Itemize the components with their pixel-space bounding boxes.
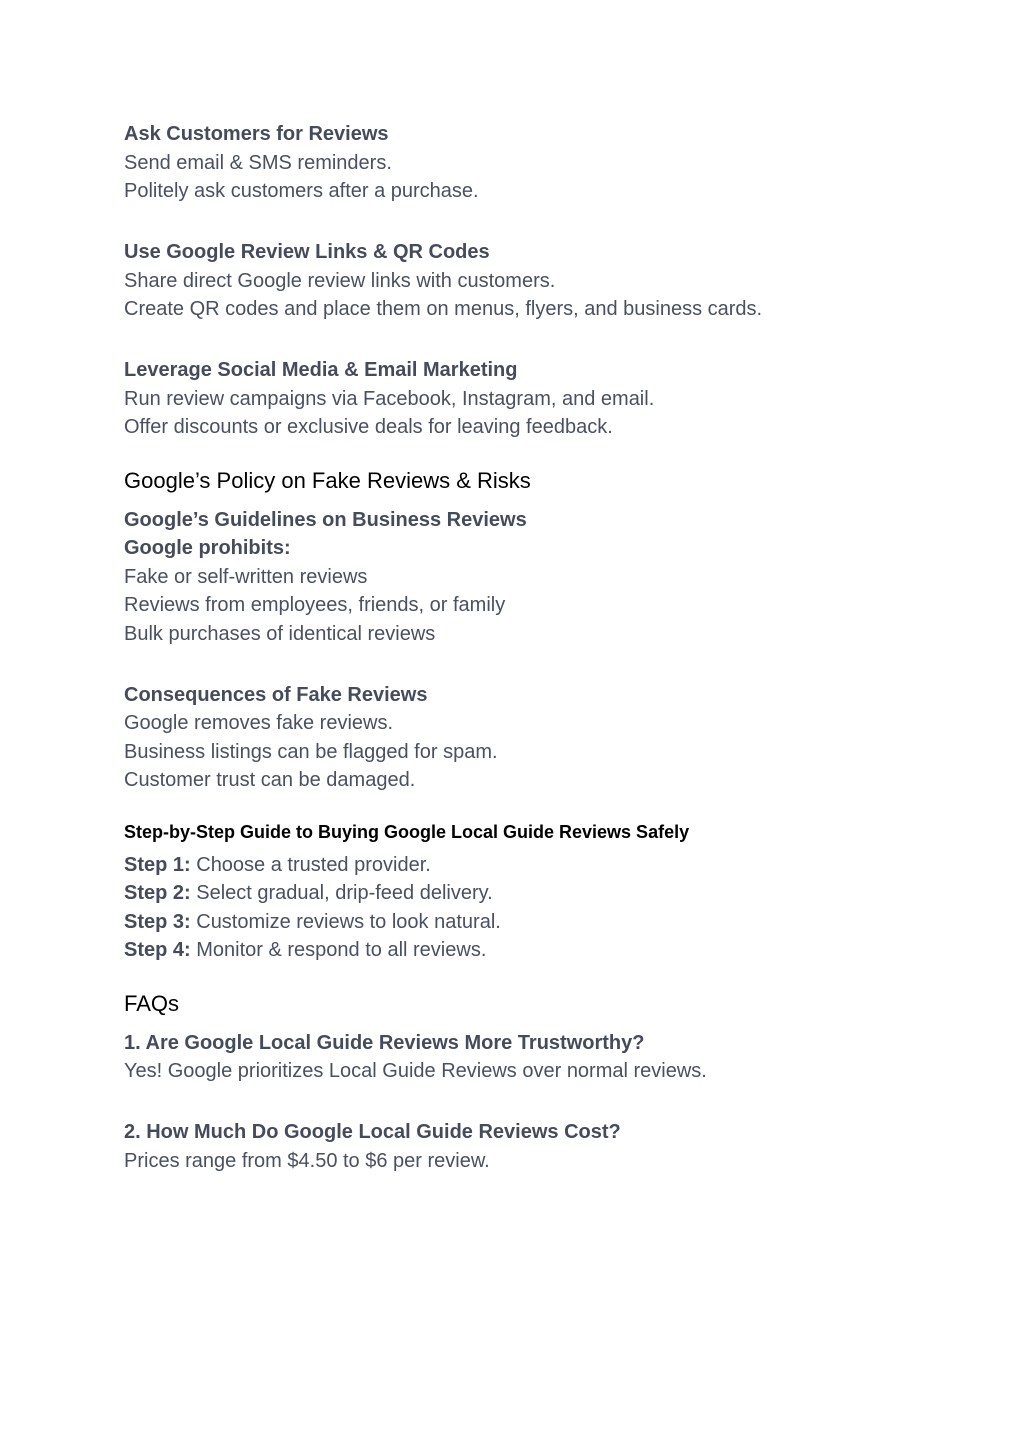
- step-text: Customize reviews to look natural.: [190, 910, 501, 933]
- section-heading: Use Google Review Links & QR Codes: [124, 241, 490, 263]
- step-text: Choose a trusted provider.: [190, 853, 431, 876]
- body-line: Offer discounts or exclusive deals for leaving feedback.: [124, 416, 613, 438]
- step-line: [124, 851, 944, 880]
- step-label: Step 2:: [124, 882, 191, 904]
- list-item: Customer trust can be damaged.: [124, 769, 416, 791]
- step-label: Step 3:: [124, 910, 191, 933]
- section-social-media: [124, 356, 944, 442]
- step-line: [124, 936, 944, 965]
- section-heading: Ask Customers for Reviews: [124, 123, 389, 145]
- list-item: Reviews from employees, friends, or family: [124, 594, 506, 616]
- guide-title: Step-by-Step Guide to Buying Google Local Guide Reviews Safely: [124, 821, 690, 842]
- list-item: Fake or self-written reviews: [124, 565, 368, 588]
- document-page: [124, 120, 944, 1175]
- faq-question: 1. Are Google Local Guide Reviews More Trustworthy?: [124, 1031, 645, 1054]
- body-line: Share direct Google review links with customers.: [124, 269, 556, 292]
- step-line: [124, 908, 944, 937]
- step-text: Select gradual, drip-feed delivery.: [190, 882, 493, 904]
- section-ask-customers: [124, 120, 944, 206]
- faq-question: 2. How Much Do Google Local Guide Reviews Cost?: [124, 1121, 621, 1143]
- step-label: Step 4:: [124, 939, 191, 961]
- body-line: Run review campaigns via Facebook, Instagram, and email.: [124, 387, 655, 410]
- step-line: [124, 879, 944, 908]
- section-consequences: [124, 681, 944, 795]
- faq-item: [124, 1029, 944, 1086]
- body-line: Politely ask customers after a purchase.: [124, 180, 479, 202]
- faq-answer: Yes! Google prioritizes Local Guide Reviews over normal reviews.: [124, 1060, 707, 1082]
- policy-title: Google’s Policy on Fake Reviews & Risks: [124, 467, 531, 493]
- list-item: Business listings can be flagged for spam.: [124, 740, 498, 763]
- list-item: Google removes fake reviews.: [124, 712, 394, 734]
- section-guidelines: [124, 506, 944, 649]
- body-line: Create QR codes and place them on menus, flyers, and business cards.: [124, 298, 763, 320]
- step-label: Step 1:: [124, 853, 191, 876]
- faqs-title: FAQs: [124, 990, 180, 1016]
- list-item: Bulk purchases of identical reviews: [124, 622, 436, 645]
- faq-item: [124, 1118, 944, 1175]
- section-heading: Consequences of Fake Reviews: [124, 683, 428, 706]
- body-line: Send email & SMS reminders.: [124, 151, 392, 174]
- step-text: Monitor & respond to all reviews.: [190, 939, 487, 961]
- prohibits-label: Google prohibits:: [124, 537, 291, 559]
- section-heading: Google’s Guidelines on Business Reviews: [124, 508, 527, 531]
- section-heading: Leverage Social Media & Email Marketing: [124, 359, 518, 381]
- guide-steps: [124, 851, 944, 965]
- faq-answer: Prices range from $4.50 to $6 per review.: [124, 1149, 490, 1172]
- section-review-links: [124, 238, 944, 324]
